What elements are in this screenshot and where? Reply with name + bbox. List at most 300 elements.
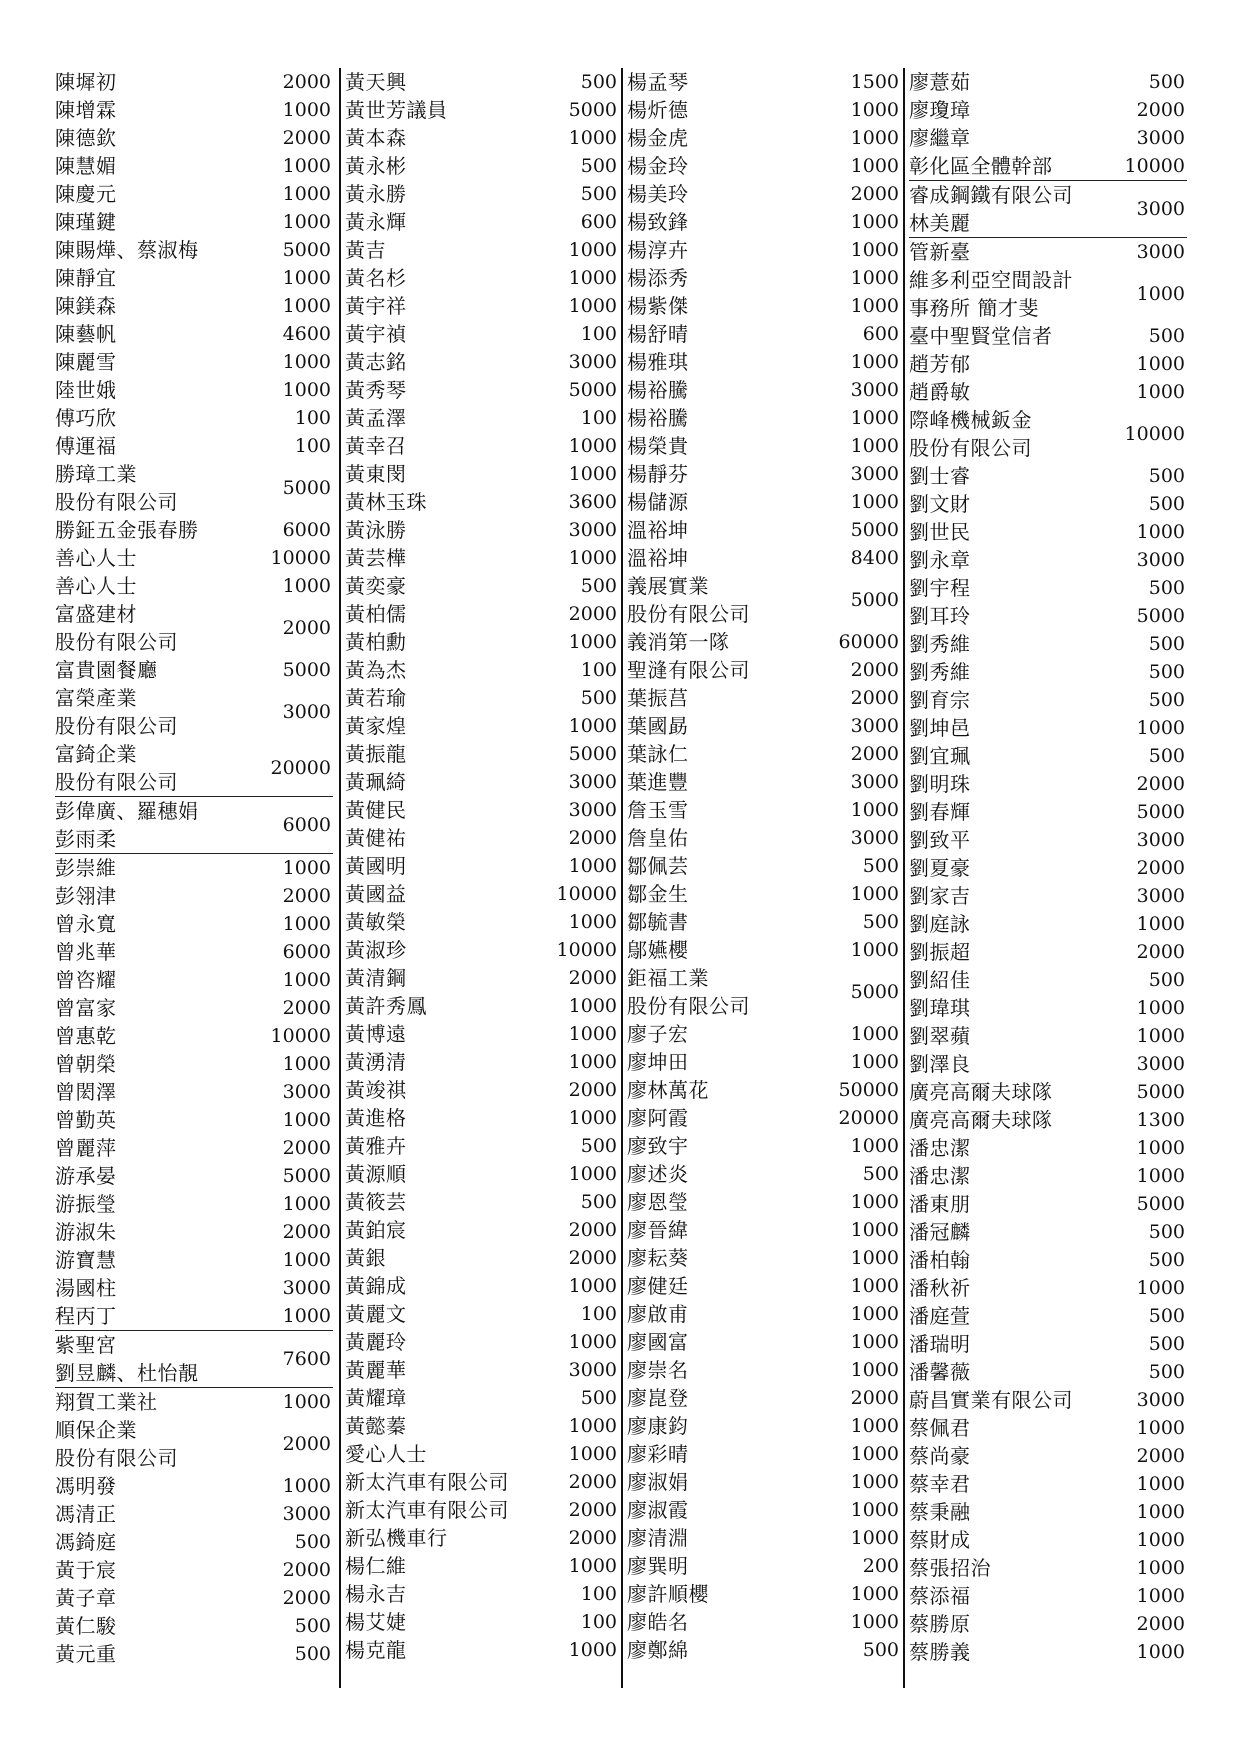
donation-amount: 5000 (1136, 605, 1185, 627)
donation-amount: 1000 (282, 267, 331, 289)
donor-name-block (55, 1584, 117, 1612)
donor-name: 義消第一隊 (627, 630, 730, 654)
donor-name: 曾咨耀 (55, 968, 117, 992)
donor-name-block (627, 1552, 689, 1580)
donor-entry (909, 518, 1187, 546)
donor-name-block (55, 1640, 117, 1668)
donor-name: 林美麗 (909, 211, 971, 235)
donor-name: 黃子章 (55, 1586, 117, 1610)
donor-entry (627, 348, 901, 376)
donor-name: 彭翎津 (55, 884, 117, 908)
donation-amount: 1000 (1136, 1501, 1185, 1523)
donor-name-block (909, 266, 1073, 322)
donor-entry (55, 1134, 333, 1162)
donation-amount: 10000 (1124, 155, 1185, 177)
donor-name-block (345, 1300, 407, 1328)
donation-amount: 3000 (282, 1081, 331, 1103)
donation-amount: 1000 (850, 1219, 899, 1241)
donor-name: 游淑朱 (55, 1220, 117, 1244)
donation-amount: 1000 (282, 1249, 331, 1271)
donor-name: 廖晉緯 (627, 1218, 689, 1242)
donor-name-block (627, 796, 689, 824)
donor-entry (909, 68, 1187, 96)
donation-amount: 2000 (282, 997, 331, 1019)
donor-name: 葉振莒 (627, 686, 689, 710)
donor-name: 楊添秀 (627, 266, 689, 290)
donor-entry (627, 1020, 901, 1048)
donation-amount: 5000 (282, 239, 331, 261)
donor-name-block (55, 1022, 117, 1050)
donation-amount: 6000 (282, 941, 331, 963)
donation-amount: 1000 (1136, 283, 1185, 305)
donor-name: 趙芳郁 (909, 352, 971, 376)
donor-name-block (627, 208, 689, 236)
donor-name: 黃柏儒 (345, 602, 407, 626)
donor-entry (909, 1526, 1187, 1554)
donation-amount: 1000 (568, 1331, 617, 1353)
donor-entry (345, 376, 619, 404)
donor-entry (627, 1048, 901, 1076)
donation-amount: 1000 (568, 995, 617, 1017)
donor-name-block (909, 490, 971, 518)
donor-name-block (345, 180, 407, 208)
donor-name: 劉耳玲 (909, 604, 971, 628)
donor-entry (55, 180, 333, 208)
donor-name-block (627, 404, 689, 432)
donor-name: 劉致平 (909, 828, 971, 852)
donor-entry (909, 1358, 1187, 1386)
donation-amount: 10000 (556, 939, 617, 961)
donation-amount: 1000 (850, 239, 899, 261)
donation-amount: 500 (1148, 325, 1185, 347)
donation-amount: 3000 (850, 827, 899, 849)
donation-amount: 1000 (282, 1109, 331, 1131)
donation-amount: 2000 (282, 1559, 331, 1581)
donor-name-block (909, 1554, 991, 1582)
donor-name-block (345, 208, 407, 236)
donor-name-block (55, 656, 158, 684)
donation-amount: 500 (294, 1531, 331, 1553)
donation-amount: 2000 (568, 603, 617, 625)
donation-amount: 1000 (568, 295, 617, 317)
donation-amount: 5000 (1136, 1193, 1185, 1215)
donor-column-1 (55, 68, 333, 1688)
donor-name-block (55, 882, 117, 910)
donor-name-block (627, 1384, 689, 1412)
donor-name: 楊美玲 (627, 182, 689, 206)
donation-amount: 2000 (282, 1137, 331, 1159)
donor-name-block (55, 1472, 117, 1500)
donation-amount: 20000 (270, 757, 331, 779)
donor-name: 黃若瑜 (345, 686, 407, 710)
donor-name: 廖致宇 (627, 1134, 689, 1158)
donor-entry (627, 1440, 901, 1468)
donor-name: 黃名杉 (345, 266, 407, 290)
donor-entry (627, 1104, 901, 1132)
donor-name: 楊淳卉 (627, 238, 689, 262)
donation-amount: 1000 (850, 99, 899, 121)
donor-entry (55, 1050, 333, 1078)
donor-name: 股份有限公司 (55, 490, 178, 514)
donor-entry (55, 320, 333, 348)
donor-name-block (345, 1132, 407, 1160)
donor-entry (627, 796, 901, 824)
donor-name: 蔡勝義 (909, 1640, 971, 1664)
donation-amount: 500 (862, 911, 899, 933)
donor-name-block (55, 1416, 178, 1472)
donation-amount: 1000 (1136, 997, 1185, 1019)
donor-entry (345, 1188, 619, 1216)
donor-name: 黃銀 (345, 1246, 386, 1270)
donor-name-block (909, 1582, 971, 1610)
donation-amount: 500 (1148, 745, 1185, 767)
donor-name-block (909, 1190, 971, 1218)
donor-name-block (627, 1244, 689, 1272)
donor-entry (55, 656, 333, 684)
donation-amount: 500 (1148, 493, 1185, 515)
donor-name: 游承晏 (55, 1164, 117, 1188)
donor-name-block (627, 1440, 689, 1468)
donation-amount: 1000 (850, 1415, 899, 1437)
donation-amount: 3000 (568, 519, 617, 541)
donor-name: 廖耘葵 (627, 1246, 689, 1270)
donor-name: 黃奕豪 (345, 574, 407, 598)
donation-amount: 50000 (838, 1079, 899, 1101)
donor-name-block (345, 1440, 427, 1468)
donor-name-block (345, 348, 407, 376)
donor-name-block (627, 292, 689, 320)
donation-amount: 3000 (282, 701, 331, 723)
donor-name: 楊雅琪 (627, 350, 689, 374)
donor-name-block (345, 1020, 407, 1048)
donor-name-block (909, 798, 971, 826)
donor-name: 劉昱麟、杜怡靚 (55, 1361, 199, 1385)
donation-amount: 1000 (568, 855, 617, 877)
donor-entry (55, 1302, 333, 1330)
donor-name-block (627, 740, 689, 768)
donation-amount: 1000 (850, 1247, 899, 1269)
donor-name-block (55, 376, 117, 404)
donor-name: 管新臺 (909, 240, 971, 264)
donor-name: 廖清淵 (627, 1526, 689, 1550)
donation-amount: 3000 (1136, 1389, 1185, 1411)
donor-entry (345, 208, 619, 236)
donor-name: 劉庭詠 (909, 912, 971, 936)
donor-name-block (55, 208, 117, 236)
donor-name: 馮明發 (55, 1474, 117, 1498)
donor-name-block (909, 1358, 971, 1386)
donor-name: 劉育宗 (909, 688, 971, 712)
donation-amount: 3000 (1136, 885, 1185, 907)
donor-name-block (909, 1470, 971, 1498)
donation-amount: 2000 (568, 1499, 617, 1521)
donor-name: 楊儲源 (627, 490, 689, 514)
donor-name: 黃竣祺 (345, 1078, 407, 1102)
donor-name: 潘瑞明 (909, 1332, 971, 1356)
donation-amount: 1000 (1136, 1165, 1185, 1187)
donor-entry (627, 1636, 901, 1664)
donation-amount: 2000 (1136, 941, 1185, 963)
donor-name: 潘柏翰 (909, 1248, 971, 1272)
donation-amount: 1000 (850, 1499, 899, 1521)
donation-amount: 2000 (568, 1527, 617, 1549)
donor-name-block (345, 1244, 386, 1272)
donor-name: 楊金虎 (627, 126, 689, 150)
donor-name: 股份有限公司 (909, 436, 1032, 460)
donor-entry (627, 1496, 901, 1524)
donation-amount: 100 (580, 1303, 617, 1325)
donor-entry (345, 68, 619, 96)
donor-entry (627, 964, 901, 1020)
donation-amount: 1000 (568, 1163, 617, 1185)
donor-entry (55, 1640, 333, 1668)
donor-name-block (909, 350, 971, 378)
donor-name: 彰化區全體幹部 (909, 154, 1053, 178)
donor-entry (345, 544, 619, 572)
donor-entry (55, 1190, 333, 1218)
donor-entry (55, 966, 333, 994)
donor-name: 彭崇維 (55, 856, 117, 880)
donor-name-block (909, 1498, 971, 1526)
donor-name-block (55, 544, 137, 572)
donor-name-block (627, 1412, 689, 1440)
donor-name: 劉瑋琪 (909, 996, 971, 1020)
donor-name-block (627, 1496, 689, 1524)
donation-amount: 2000 (850, 183, 899, 205)
donor-name-block (345, 404, 407, 432)
donor-column-2 (339, 68, 619, 1688)
donor-entry (55, 1274, 333, 1302)
donor-entry (909, 96, 1187, 124)
donor-entry (345, 572, 619, 600)
donor-name-block (55, 994, 117, 1022)
donor-name-block (55, 1218, 117, 1246)
donor-name-block (345, 460, 407, 488)
donor-name: 黃耀璋 (345, 1386, 407, 1410)
donor-entry (627, 1160, 901, 1188)
donor-name: 陳慧媚 (55, 154, 117, 178)
donor-name-block (627, 712, 689, 740)
donor-name: 廖子宏 (627, 1022, 689, 1046)
donation-amount: 1000 (282, 1053, 331, 1075)
donor-name: 湯國柱 (55, 1276, 117, 1300)
donor-name: 黃仁駿 (55, 1614, 117, 1638)
donor-entry (345, 1048, 619, 1076)
donor-name-block (909, 1218, 971, 1246)
donor-entry (627, 124, 901, 152)
donor-name: 股份有限公司 (627, 994, 750, 1018)
donor-name-block (627, 684, 689, 712)
donation-amount: 500 (1148, 1249, 1185, 1271)
donor-name-block (627, 1020, 689, 1048)
donation-amount: 1000 (850, 1471, 899, 1493)
donor-entry (909, 770, 1187, 798)
donation-amount: 5000 (568, 743, 617, 765)
donor-name: 黃淑珍 (345, 938, 407, 962)
donor-name-block (55, 432, 117, 460)
donor-name: 陳藝帆 (55, 322, 117, 346)
donor-name: 黃于宸 (55, 1558, 117, 1582)
donor-entry (55, 1162, 333, 1190)
donor-name: 鄒金生 (627, 882, 689, 906)
donor-name-block (909, 910, 971, 938)
donor-name-block (345, 768, 407, 796)
donor-name-block (909, 1610, 971, 1638)
donor-entry (909, 124, 1187, 152)
donor-name-block (55, 180, 117, 208)
donation-amount: 3000 (568, 351, 617, 373)
donation-amount: 1000 (850, 1359, 899, 1381)
donor-name: 善心人士 (55, 574, 137, 598)
donation-amount: 1000 (850, 491, 899, 513)
donor-name-block (345, 628, 407, 656)
donor-entry (345, 1076, 619, 1104)
donor-name-block (909, 406, 1032, 462)
donation-amount: 1000 (1136, 353, 1185, 375)
donor-name-block (627, 432, 689, 460)
donor-name: 黃雅卉 (345, 1134, 407, 1158)
donation-amount: 500 (580, 1387, 617, 1409)
donor-entry (345, 712, 619, 740)
donor-entry (627, 1552, 901, 1580)
donor-name-block (909, 994, 971, 1022)
donor-name: 廖彩晴 (627, 1442, 689, 1466)
donor-name-block (345, 1076, 407, 1104)
donor-name-block (55, 1190, 117, 1218)
donor-name-block (909, 124, 971, 152)
donor-entry (345, 852, 619, 880)
donation-amount: 1000 (282, 1391, 331, 1413)
donor-name: 廖啟甫 (627, 1302, 689, 1326)
donor-name: 陳墀初 (55, 70, 117, 94)
donor-list-page (55, 68, 1185, 1688)
donor-name-block (345, 432, 407, 460)
donor-entry (627, 768, 901, 796)
donation-amount: 2000 (1136, 857, 1185, 879)
donation-amount: 1000 (282, 99, 331, 121)
donor-name: 黃宇禎 (345, 322, 407, 346)
donation-amount: 1000 (282, 857, 331, 879)
donation-amount: 3600 (568, 491, 617, 513)
donor-name-block (345, 1160, 407, 1188)
donor-name: 廖述炎 (627, 1162, 689, 1186)
donor-name-block (345, 936, 407, 964)
donor-name-block (345, 964, 407, 992)
donation-amount: 2000 (850, 687, 899, 709)
donor-name-block (909, 96, 971, 124)
donor-entry (345, 488, 619, 516)
donor-name: 黃柏勳 (345, 630, 407, 654)
donor-name: 廖崑登 (627, 1386, 689, 1410)
donor-name-block (345, 1104, 407, 1132)
donation-amount: 500 (580, 687, 617, 709)
donation-amount: 1000 (282, 295, 331, 317)
donor-entry (627, 320, 901, 348)
donor-name-block (909, 826, 971, 854)
donation-amount: 1000 (850, 351, 899, 373)
donation-amount: 1000 (1136, 1025, 1185, 1047)
donor-name: 黃珮綺 (345, 770, 407, 794)
donor-name-block (345, 152, 407, 180)
donor-name: 黃清鋼 (345, 966, 407, 990)
donation-amount: 5000 (568, 379, 617, 401)
donor-name: 富貴園餐廳 (55, 658, 158, 682)
donation-amount: 3000 (1136, 549, 1185, 571)
donor-name: 葉進豐 (627, 770, 689, 794)
donor-name: 黃林玉珠 (345, 490, 427, 514)
donor-name: 股份有限公司 (55, 630, 178, 654)
donation-amount: 2000 (568, 967, 617, 989)
donor-entry (909, 238, 1187, 266)
donor-name-block (345, 236, 386, 264)
donor-entry (627, 1272, 901, 1300)
donation-amount: 1000 (850, 267, 899, 289)
donation-amount: 500 (1148, 1333, 1185, 1355)
donor-name-block (345, 124, 407, 152)
donor-name: 陸世娥 (55, 378, 117, 402)
donor-name: 黃永彬 (345, 154, 407, 178)
donor-name: 蔡佩君 (909, 1416, 971, 1440)
donor-name-block (345, 600, 407, 628)
donor-name-block (345, 1496, 509, 1524)
donation-amount: 3000 (1136, 127, 1185, 149)
donor-name: 曾富家 (55, 996, 117, 1020)
donation-amount: 1000 (568, 715, 617, 737)
donor-entry (55, 264, 333, 292)
donation-amount: 1000 (568, 1415, 617, 1437)
donation-amount: 1000 (850, 1583, 899, 1605)
donor-entry (909, 350, 1187, 378)
donor-name: 勝璋工業 (55, 462, 137, 486)
donation-amount: 1000 (282, 155, 331, 177)
donation-amount: 1000 (850, 1051, 899, 1073)
donor-name: 游寶慧 (55, 1248, 117, 1272)
donor-name-block (627, 936, 689, 964)
donor-name: 楊裕騰 (627, 378, 689, 402)
donor-name-block (909, 1050, 971, 1078)
donor-name: 楊克龍 (345, 1638, 407, 1662)
donor-name-block (55, 516, 199, 544)
donor-entry (345, 1412, 619, 1440)
donor-name: 廖鄭綿 (627, 1638, 689, 1662)
donation-amount: 3000 (568, 1359, 617, 1381)
donor-name-block (55, 910, 117, 938)
donor-name: 廣亮高爾夫球隊 (909, 1080, 1053, 1104)
donor-entry (909, 574, 1187, 602)
donation-amount: 2000 (282, 1433, 331, 1455)
donor-name: 廖淑娟 (627, 1470, 689, 1494)
donor-entry (55, 740, 333, 796)
donor-entry (55, 1078, 333, 1106)
donation-amount: 2000 (282, 1221, 331, 1243)
donor-entry (345, 1384, 619, 1412)
donor-name: 際峰機械鈑金 (909, 408, 1032, 432)
donor-name-block (627, 1132, 689, 1160)
donor-name: 黃秀琴 (345, 378, 407, 402)
donor-name-block (345, 1216, 407, 1244)
donor-entry (345, 460, 619, 488)
donor-name-block (909, 1162, 971, 1190)
donor-name-block (55, 1078, 117, 1106)
donation-amount: 1000 (1136, 381, 1185, 403)
donation-amount: 600 (862, 323, 899, 345)
donation-amount: 2000 (850, 1387, 899, 1409)
donation-amount: 3000 (850, 463, 899, 485)
donor-entry (627, 1524, 901, 1552)
donor-entry (627, 684, 901, 712)
donation-amount: 500 (580, 183, 617, 205)
donor-name-block (909, 1078, 1053, 1106)
